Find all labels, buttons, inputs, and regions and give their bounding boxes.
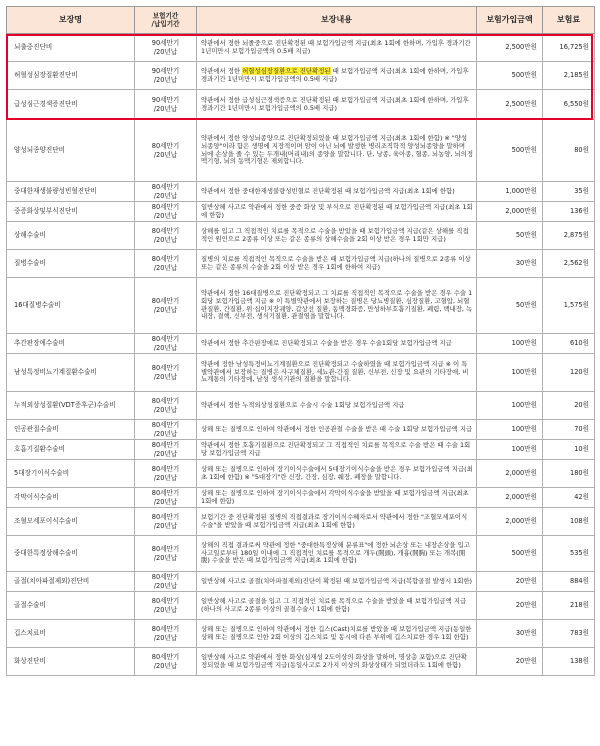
coverage-name: 화상진단비 — [7, 648, 135, 676]
coverage-premium: 80원 — [543, 120, 595, 182]
coverage-name: 뇌출중진단비 — [7, 34, 135, 62]
period-line1: 80세만기 — [151, 183, 180, 192]
coverage-content — [197, 488, 477, 508]
period-line2: /20년납 — [153, 343, 178, 352]
header-period-line1: 보험기간 — [152, 11, 179, 20]
coverage-premium: 884원 — [543, 572, 595, 592]
content-text: 상해 또는 질병으로 인하여 약관에서 정한 인공관절 수술을 받은 때 수술 1회당 보험가입금액 지급 — [201, 424, 473, 433]
content-text: 질병의 치료를 직접적인 목적으로 수술을 받은 때 보험가입금액 지급(하나의 질병으로 2종류 이상 또는 같은 종류의 수술을 2회 이상 받은 경우 1회에 한하여 지급) — [201, 254, 471, 271]
coverage-period — [135, 572, 197, 592]
coverage-period — [135, 222, 197, 250]
period-line1: 80세만기 — [151, 397, 180, 406]
period-line2: /20년납 — [153, 405, 178, 414]
period-line2: /20년납 — [153, 305, 178, 314]
period-line1: 80세만기 — [151, 297, 180, 306]
coverage-content — [197, 620, 477, 648]
content-text: 약관에서 정한 급성심근경색증으로 진단확정된 때 보험가입금액 지급(최초 1회에 한하며, 가입후 경과기간 1년미만시 보험가입금액의 0.5배 지급) — [201, 95, 469, 112]
coverage-content — [197, 278, 477, 334]
coverage-premium: 136원 — [543, 202, 595, 222]
coverage-name: 중대한특정상해수술비 — [7, 536, 135, 572]
coverage-content — [197, 34, 477, 62]
coverage-amount: 2,500만원 — [477, 90, 543, 120]
coverage-premium: 20원 — [543, 392, 595, 420]
content-text: 일반상해 사고로 약관에서 정한 화상(심재성 2도이상의 화상을 말하며, 명상층 포함)으로 진단확정되었을 때 보험가입금액 지급(동일사고로 2가지 이상의 화상상태가 되었더라도 1회에 한함) — [201, 652, 467, 669]
content-text-tail: 때 보험가입금액 지급(최초 1회에 한하며, 가입후 경과기간 1년미만시 보험가입금액의 0.5배 지급) — [201, 66, 469, 83]
coverage-period — [135, 354, 197, 392]
coverage-name: 추간판장애수술비 — [7, 334, 135, 354]
period-line1: 80세만기 — [151, 545, 180, 554]
period-line2: /20년납 — [153, 473, 178, 482]
period-line2: /20년납 — [153, 211, 178, 220]
highlighted-text: 허혈성심장질환으로 진단확정된 — [242, 66, 331, 75]
header-name: 보장명 — [7, 7, 135, 34]
coverage-period — [135, 488, 197, 508]
content-text: 약관에서 정한 중대한재생불량성빈혈로 진단확정된 때 보험가입금액 지급(최초 1회에 한함) — [201, 186, 455, 195]
coverage-name: 남성특정비뇨기계질환수술비 — [7, 354, 135, 392]
coverage-premium: 35원 — [543, 182, 595, 202]
table-row — [7, 392, 595, 420]
header-period-line2: /납입기간 — [151, 20, 180, 28]
coverage-premium: 218원 — [543, 592, 595, 620]
coverage-name: 골절(치아파절제외)진단비 — [7, 572, 135, 592]
period-line2: /20년납 — [153, 235, 178, 244]
table-row — [7, 572, 595, 592]
period-line1: 90세만기 — [151, 39, 180, 48]
coverage-content — [197, 648, 477, 676]
content-text: 약관에서 정한 호흡기질환으로 진단확정되고 그 직접적인 치료를 목적으로 수술 받은 때 수술 1회당 보험가입금액 지급 — [201, 440, 471, 457]
coverage-amount: 30만원 — [477, 250, 543, 278]
coverage-period — [135, 392, 197, 420]
period-line1: 80세만기 — [151, 142, 180, 151]
coverage-name: 중증화상및부식진단비 — [7, 202, 135, 222]
coverage-premium: 16,725원 — [543, 34, 595, 62]
coverage-content — [197, 354, 477, 392]
period-line1: 80세만기 — [151, 364, 180, 373]
period-line1: 80세만기 — [151, 625, 180, 634]
period-line2: /20년납 — [153, 150, 178, 159]
coverage-name: 급성심근경색증진단비 — [7, 90, 135, 120]
content-text: 상해를 입고 그 직접적인 치료를 목적으로 수술을 받았을 때 보험가입금액 지급(같은 상해를 직접적인 원인으로 2종류 이상 또는 같은 종류의 상해수술을 2회 이상 받은 경우 1회만 지급) — [201, 226, 469, 243]
period-line2: /20년납 — [153, 47, 178, 56]
table-row — [7, 508, 595, 536]
table-row — [7, 182, 595, 202]
coverage-premium: 783원 — [543, 620, 595, 648]
coverage-content — [197, 592, 477, 620]
table-row — [7, 620, 595, 648]
period-line2: /20년납 — [153, 553, 178, 562]
table-row — [7, 592, 595, 620]
coverage-period — [135, 460, 197, 488]
coverage-premium: 108원 — [543, 508, 595, 536]
period-line2: /20년납 — [153, 372, 178, 381]
coverage-premium: 10원 — [543, 440, 595, 460]
coverage-period — [135, 278, 197, 334]
coverage-content — [197, 182, 477, 202]
coverage-name: 중대한재생불량성빈혈진단비 — [7, 182, 135, 202]
coverage-premium: 138원 — [543, 648, 595, 676]
coverage-premium: 6,550원 — [543, 90, 595, 120]
coverage-premium: 2,185원 — [543, 62, 595, 90]
coverage-amount: 500만원 — [477, 120, 543, 182]
coverage-amount: 20만원 — [477, 648, 543, 676]
coverage-amount: 20만원 — [477, 592, 543, 620]
coverage-content — [197, 440, 477, 460]
coverage-amount: 100만원 — [477, 440, 543, 460]
table-row — [7, 488, 595, 508]
content-text: 일반상해 사고로 골절을 입고 그 직접적인 치료를 목적으로 수술을 받았을 때 보험가입금액 지급(하나의 사고로 2종류 이상의 골절수술시 1회에 한함) — [201, 596, 467, 613]
coverage-period — [135, 182, 197, 202]
coverage-name: 호흡기질환수술비 — [7, 440, 135, 460]
period-line2: /20년납 — [153, 633, 178, 642]
coverage-amount: 2,500만원 — [477, 34, 543, 62]
content-text: 보험기간 중 진단확정된 질병의 직접결과로 장기이식수혜자로서 약관에서 정한 "조혈모세포이식수술"을 받았을 때 보험가입금액 지급(최초 1회에 한함) — [201, 512, 468, 529]
period-line1: 90세만기 — [151, 96, 180, 105]
coverage-premium: 610원 — [543, 334, 595, 354]
coverage-amount: 50만원 — [477, 278, 543, 334]
header-period — [135, 7, 197, 34]
coverage-content — [197, 572, 477, 592]
coverage-amount: 2,000만원 — [477, 508, 543, 536]
coverage-period — [135, 202, 197, 222]
coverage-amount: 500만원 — [477, 536, 543, 572]
coverage-name: 골절수술비 — [7, 592, 135, 620]
content-text: 상해 또는 질병으로 인하여 장기이식수술에서 각막이식수술을 받았을 때 보험가입금액 지급(최초 1회에 한함) — [201, 488, 469, 505]
coverage-content — [197, 202, 477, 222]
content-text: 상해 또는 질병으로 인하여 장기이식수술에서 5대장기이식수술을 받은 경우 보험가입금액 지급(최초 1회에 한함) ※ "5대장기"란 신장, 간장, 심장, 췌장, 폐장을 말합니다. — [201, 464, 473, 481]
coverage-period — [135, 620, 197, 648]
period-line1: 80세만기 — [151, 335, 180, 344]
period-line2: /20년납 — [153, 104, 178, 113]
table-row — [7, 90, 595, 120]
period-line1: 80세만기 — [151, 465, 180, 474]
table-row — [7, 120, 595, 182]
coverage-name: 상해수술비 — [7, 222, 135, 250]
coverage-premium: 70원 — [543, 420, 595, 440]
period-line2: /20년납 — [153, 191, 178, 200]
coverage-amount: 2,000만원 — [477, 488, 543, 508]
table-row — [7, 202, 595, 222]
coverage-amount: 1,000만원 — [477, 182, 543, 202]
coverage-premium: 2,875원 — [543, 222, 595, 250]
period-line1: 80세만기 — [151, 227, 180, 236]
content-text: 약관에서 정한 추간판장애로 진단확정되고 수술을 받은 경우 수술1회당 보험가입금액 지급 — [201, 338, 452, 347]
coverage-amount: 100만원 — [477, 392, 543, 420]
coverage-content — [197, 334, 477, 354]
coverage-premium: 535원 — [543, 536, 595, 572]
coverage-amount: 100만원 — [477, 334, 543, 354]
period-line1: 80세만기 — [151, 597, 180, 606]
coverage-period — [135, 90, 197, 120]
table-row — [7, 334, 595, 354]
coverage-period — [135, 120, 197, 182]
coverage-period — [135, 62, 197, 90]
coverage-premium: 42원 — [543, 488, 595, 508]
content-text: 약관에서 정한 — [201, 66, 243, 75]
coverage-content — [197, 120, 477, 182]
table-row — [7, 250, 595, 278]
coverage-name: 조혈모세포이식수술비 — [7, 508, 135, 536]
coverage-premium: 2,562원 — [543, 250, 595, 278]
coverage-premium: 180원 — [543, 460, 595, 488]
period-line2: /20년납 — [153, 75, 178, 84]
period-line2: /20년납 — [153, 429, 178, 438]
content-text: 일반상해 사고로 약관에서 정한 중증 화상 및 부식으로 진단확정된 때 보험가입금액 지급(최초 1회에 한함) — [201, 202, 473, 219]
coverage-premium: 1,575원 — [543, 278, 595, 334]
header-row — [7, 7, 595, 34]
period-line2: /20년납 — [153, 449, 178, 458]
coverage-premium: 120원 — [543, 354, 595, 392]
coverage-content — [197, 90, 477, 120]
header-content: 보장내용 — [197, 7, 477, 34]
period-line1: 90세만기 — [151, 67, 180, 76]
coverage-period — [135, 648, 197, 676]
coverage-period — [135, 250, 197, 278]
coverage-amount: 2,000만원 — [477, 460, 543, 488]
period-line2: /20년납 — [153, 581, 178, 590]
period-line1: 80세만기 — [151, 441, 180, 450]
table-row — [7, 536, 595, 572]
coverage-content — [197, 420, 477, 440]
period-line1: 80세만기 — [151, 489, 180, 498]
table-row — [7, 62, 595, 90]
table-row — [7, 648, 595, 676]
coverage-amount: 500만원 — [477, 62, 543, 90]
table-row — [7, 34, 595, 62]
coverage-period — [135, 334, 197, 354]
table-row — [7, 222, 595, 250]
coverage-amount: 2,000만원 — [477, 202, 543, 222]
content-text: 약관에 정한 남성특정비뇨기계질환으로 진단확정되고 수술하였을 때 보험가입금액 지급 ※ 이 특별약관에서 보장하는 질병은 사구체질환, 세뇨관-간질 질환, 신부전, 신장 및 요관의 기타장애, 비뇨계통의 기타장애, 남성 생식기관의 질환을 말합니다. — [201, 359, 469, 384]
coverage-amount: 30만원 — [477, 620, 543, 648]
content-text: 상해의 직접 결과로써 약관에 정한 "중대한특정상해 분류표"에 정한 뇌손상 또는 내장손상을 입고 사고일로부터 180일 이내에 그 직접적인 치료를 목적으로 개두(開頭), 개흉(開胸) 또는 개복(開腹) 수술을 받은 때 보험가입금액 지급(최초 1회에 한함) — [201, 540, 470, 565]
coverage-name: 5대장기이식수술비 — [7, 460, 135, 488]
coverage-period — [135, 508, 197, 536]
coverage-content — [197, 392, 477, 420]
coverage-period — [135, 34, 197, 62]
coverage-amount: 100만원 — [477, 420, 543, 440]
coverage-table — [6, 6, 595, 676]
table-row — [7, 440, 595, 460]
header-premium: 보험료 — [543, 7, 595, 34]
coverage-period — [135, 440, 197, 460]
period-line1: 80세만기 — [151, 421, 180, 430]
coverage-content — [197, 536, 477, 572]
period-line1: 80세만기 — [151, 255, 180, 264]
coverage-period — [135, 536, 197, 572]
period-line2: /20년납 — [153, 521, 178, 530]
coverage-name: 인공관절수술비 — [7, 420, 135, 440]
content-text: 약관에서 정한 16대질병으로 진단확정되고 그 치료를 직접적인 목적으로 수술을 받은 경우 수술 1회당 보험가입금액 지급 ※ 이 특별약관에서 보장하는 질병은 당뇨병질환, 심장질환, 고혈압, 뇌혈관질환, 간질환, 위·십이지장궤양, 갑상선 질환, 동맥경화증, 만성하부호흡기질환, 폐렴, 백내장, 녹내장, 결핵, 신부전, 생식기질환, 관절염을 말합니다. — [201, 288, 473, 321]
coverage-name: 허혈성심장질환진단비 — [7, 62, 135, 90]
coverage-name: 16대질병수술비 — [7, 278, 135, 334]
coverage-period — [135, 592, 197, 620]
period-line1: 80세만기 — [151, 573, 180, 582]
coverage-content — [197, 222, 477, 250]
table-row — [7, 420, 595, 440]
period-line1: 80세만기 — [151, 513, 180, 522]
coverage-name: 누적외상성질환(VDT증후군)수술비 — [7, 392, 135, 420]
period-line1: 80세만기 — [151, 653, 180, 662]
table-row — [7, 460, 595, 488]
coverage-name: 깁스치료비 — [7, 620, 135, 648]
period-line2: /20년납 — [153, 497, 178, 506]
content-text: 약관에서 정한 양성뇌종양으로 진단확정되었을 때 보험가입금액 지급(최초 1회에 한함) ※ "양성뇌종양"이라 함은 생명에 지장적이며 암이 아닌 뇌에 발생한 병리조직학적 양성뇌종양을 말하며 뇌에 손상을 줄 수 있는 두개내(머리내)의 종양을 말합니다. 단, 낭종, 육아종, 혈종, 뇌농양, 뇌의정맥기형, 뇌의 동맥기형은 제외합니다. — [201, 133, 473, 166]
content-text: 약관에서 정한 누적외상성질환으로 수술시 수술 1회당 보험가입금액 지급 — [201, 400, 405, 409]
coverage-name: 각막이식수술비 — [7, 488, 135, 508]
period-line2: /20년납 — [153, 605, 178, 614]
content-text: 일반상해 사고로 골절(치아파절제외)진단이 확정된 때 보험가입금액 지급(복합골절 발생시 1회한) — [201, 576, 473, 585]
coverage-content — [197, 460, 477, 488]
period-line2: /20년납 — [153, 661, 178, 670]
coverage-amount: 100만원 — [477, 354, 543, 392]
coverage-content — [197, 62, 477, 90]
period-line1: 80세만기 — [151, 203, 180, 212]
header-amount: 보험가입금액 — [477, 7, 543, 34]
table-row — [7, 354, 595, 392]
coverage-amount: 20만원 — [477, 572, 543, 592]
content-text: 상해 또는 질병으로 인하여 약관에서 정한 깁스(Cast)치료를 받았을 때 보험가입금액 지급(동일한 상해 또는 질병으로 인한 2회 이상의 깁스치료 및 동시에 다른 부위에 깁스치료한 경우 1회 한함) — [201, 624, 472, 641]
coverage-name: 질병수술비 — [7, 250, 135, 278]
coverage-content — [197, 508, 477, 536]
content-text: 약관에서 정한 뇌졸중으로 진단확정된 때 보험가입금액 지급(최초 1회에 한하며, 가입후 경과기간 1년미만시 보험가입금액의 0.5배 지급) — [201, 38, 471, 55]
coverage-amount: 50만원 — [477, 222, 543, 250]
coverage-period — [135, 420, 197, 440]
table-row — [7, 278, 595, 334]
period-line2: /20년납 — [153, 263, 178, 272]
coverage-content — [197, 250, 477, 278]
coverage-name: 양성뇌종양진단비 — [7, 120, 135, 182]
